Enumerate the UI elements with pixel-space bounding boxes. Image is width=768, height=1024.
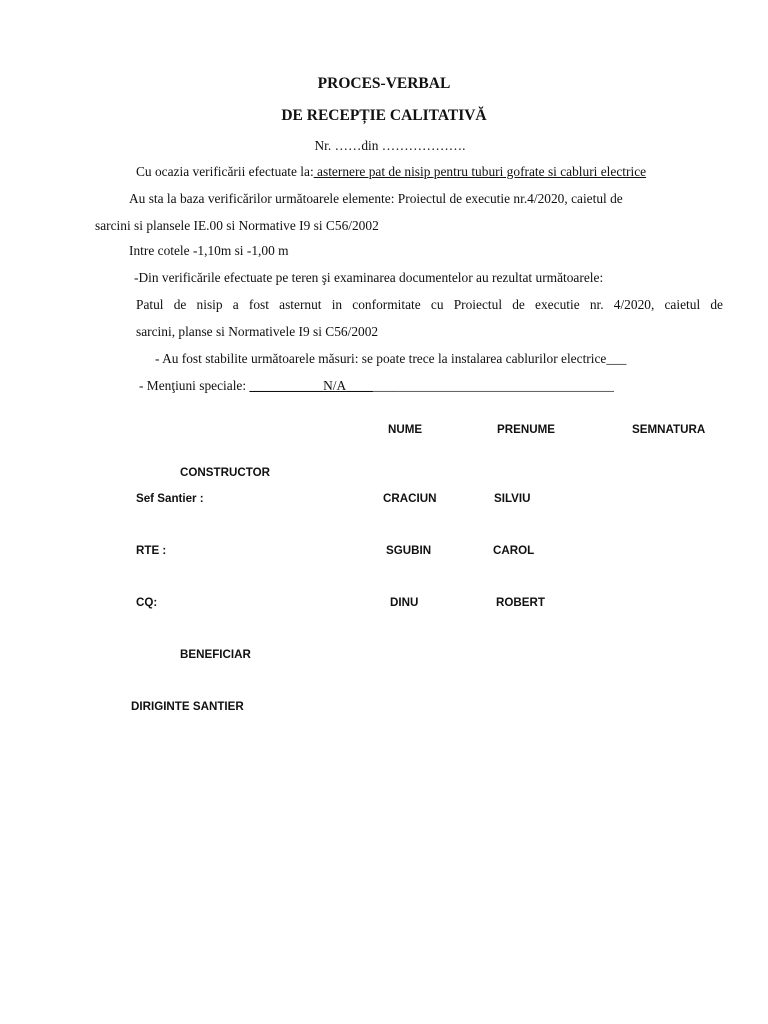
role-label: RTE : (136, 544, 167, 557)
person-last-name: SGUBIN (386, 544, 432, 557)
mentions-blank-1: ___________ (249, 378, 324, 393)
person-first-name: SILVIU (494, 492, 531, 505)
column-header-semnatura: SEMNATURA (632, 423, 706, 436)
person-first-name: ROBERT (496, 596, 545, 609)
basis-line-1: Au sta la baza verificărilor următoarele elemente: Proiectul de executie nr.4/2020, caietul de (129, 191, 623, 206)
document-number-line: Nr. ……din ………………. (314, 138, 466, 153)
person-last-name: DINU (390, 596, 419, 609)
document-title-line2: DE RECEPȚIE CALITATIVĂ (281, 107, 487, 124)
measures-text: - Au fost stabilite următoarele măsuri: se poate trece la instalarea cablurilor electrice (155, 351, 607, 366)
mentions-blank-2: ____ (346, 378, 373, 393)
measures-blank: ___ (606, 351, 627, 366)
mentions-label: - Menţiuni speciale: (139, 378, 250, 393)
results-line-2: sarcini, planse si Normativele I9 si C56/2002 (136, 324, 379, 339)
occasion-value: asternere pat de nisip pentru tuburi gofrate si cabluri electrice (313, 164, 647, 179)
column-header-prenume: PRENUME (497, 423, 555, 436)
mentions-value: N/A (323, 378, 347, 393)
constructor-heading: CONSTRUCTOR (180, 466, 270, 479)
levels-line: Intre cotele -1,10m si -1,00 m (129, 243, 289, 258)
diriginte-santier-label: DIRIGINTE SANTIER (131, 700, 244, 713)
mentions-line (139, 377, 614, 395)
person-first-name: CAROL (493, 544, 535, 557)
column-header-nume: NUME (388, 423, 423, 436)
document-title-line1: PROCES-VERBAL (317, 75, 451, 92)
measures-line (155, 350, 626, 368)
person-last-name: CRACIUN (383, 492, 437, 505)
occasion-label: Cu ocazia verificării efectuate la: (136, 164, 314, 179)
basis-line-2: sarcini si plansele IE.00 si Normative I9 si C56/2002 (95, 218, 379, 233)
beneficiar-heading: BENEFICIAR (180, 648, 251, 661)
results-line-1: Patul de nisip a fost asternut in conformitate cu Proiectul de executie nr. 4/2020, caietul de (136, 297, 723, 312)
role-label: Sef Santier : (136, 492, 204, 505)
role-label: CQ: (136, 596, 158, 609)
results-intro: -Din verificările efectuate pe teren şi examinarea documentelor au rezultat următoarele: (134, 270, 604, 285)
occasion-line (136, 163, 646, 181)
mentions-blank-3: ____________________________________ (372, 378, 614, 393)
